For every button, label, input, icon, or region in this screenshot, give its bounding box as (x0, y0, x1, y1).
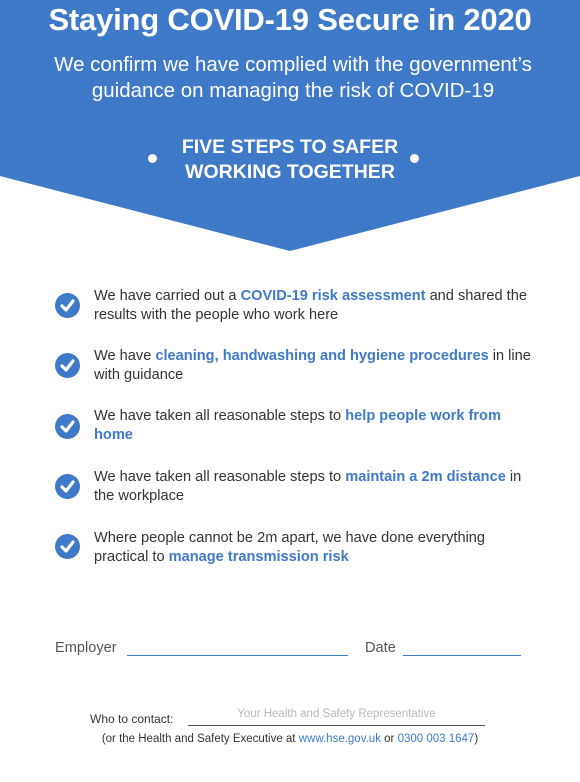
item-text: We have carried out a (94, 288, 241, 304)
hse-phone-link[interactable]: 0300 003 1647 (397, 733, 475, 745)
checklist-item-text (94, 347, 534, 385)
steps-heading-line-2: WORKING TOGETHER (185, 161, 395, 183)
subtitle-line-2: guidance on managing the risk of COVID-19 (91, 79, 495, 102)
checkmark-icon (55, 414, 80, 439)
contact-note (0, 733, 580, 745)
steps-heading-line-1: FIVE STEPS TO SAFER (181, 136, 399, 158)
checkmark-icon (55, 293, 80, 318)
bullet-dot-right (410, 154, 419, 163)
checkmark-icon (55, 353, 80, 378)
contact-label: Who to contact: (90, 712, 174, 726)
header-banner (0, 0, 580, 252)
checklist-item-text (94, 529, 534, 567)
checklist-item-text (94, 407, 534, 445)
item-text-end: in the workplace (94, 469, 522, 504)
checklist-item-text (94, 287, 534, 325)
item-highlight: cleaning, handwashing and hygiene procedures (155, 348, 489, 364)
item-text: Where people cannot be 2m apart, we have done everything practical to (94, 530, 486, 565)
item-highlight: COVID-19 risk assessment (240, 288, 426, 304)
item-text: We have (94, 348, 156, 364)
date-label: Date (365, 640, 396, 656)
steps-heading (145, 135, 435, 185)
item-highlight: maintain a 2m distance (345, 469, 506, 485)
note-prefix: (or the Health and Safety Executive at (101, 733, 299, 745)
item-text-end: in line with guidance (94, 348, 531, 383)
contact-row (0, 708, 580, 730)
signature-row (0, 638, 580, 662)
checklist-item-text (94, 468, 534, 506)
date-field[interactable] (403, 655, 521, 656)
item-highlight: help people work from home (94, 408, 501, 443)
checkmark-icon (55, 474, 80, 499)
page-title: Staying COVID-19 Secure in 2020 (48, 2, 532, 37)
contact-field-placeholder: Your Health and Safety Representative (237, 708, 436, 720)
hse-website-link[interactable]: www.hse.gov.uk (298, 733, 381, 745)
item-text: We have taken all reasonable steps to (94, 408, 346, 424)
employer-signature-field[interactable] (127, 655, 348, 656)
checkmark-icon (55, 534, 80, 559)
note-suffix: ) (474, 733, 479, 745)
page-subtitle (28, 52, 558, 104)
contact-field[interactable] (188, 725, 485, 726)
subtitle-line-1: We confirm we have complied with the government’s (54, 53, 532, 76)
note-middle: or (380, 733, 398, 745)
item-text: We have taken all reasonable steps to (94, 469, 346, 485)
employer-label: Employer (55, 640, 117, 656)
item-highlight: manage transmission risk (168, 549, 349, 565)
item-text-end: and shared the results with the people who work here (94, 288, 527, 323)
